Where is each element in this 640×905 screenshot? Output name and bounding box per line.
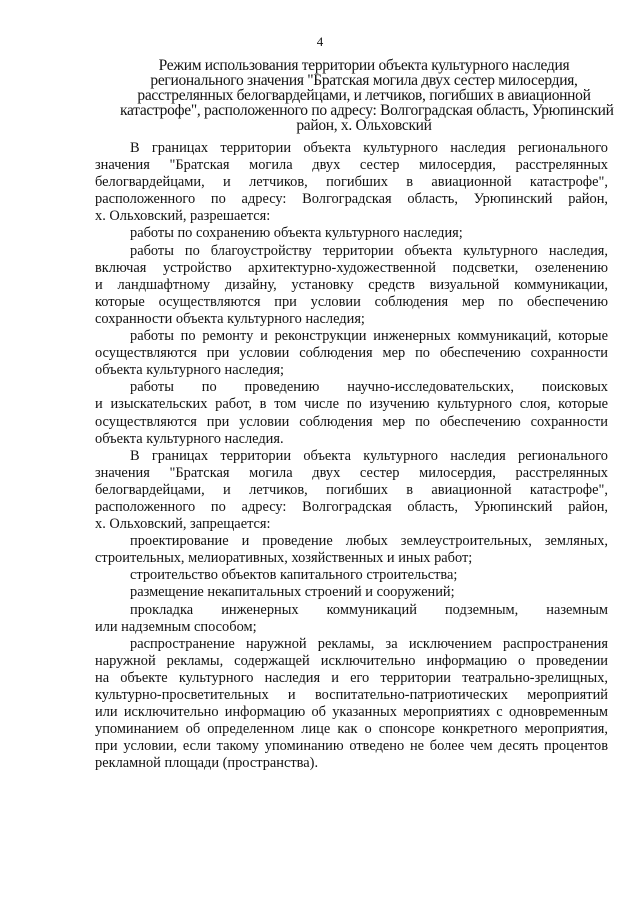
paragraph-line: прокладка инженерных коммуникаций подземным, наземным bbox=[130, 601, 608, 618]
page-number: 4 bbox=[316, 34, 324, 49]
paragraph-line: включая устройство архитектурно-художественной подсветки, озеленению bbox=[95, 259, 608, 276]
paragraph bbox=[95, 140, 608, 225]
paragraph bbox=[95, 225, 608, 242]
paragraph-line: белогвардейцами, и летчиков, погибших в авиационной катастрофе", bbox=[95, 174, 608, 191]
paragraph-line: или надземным способом; bbox=[95, 618, 257, 635]
title-line: район, х. Ольховский bbox=[296, 117, 432, 134]
paragraph bbox=[95, 584, 608, 601]
paragraph bbox=[95, 379, 608, 447]
paragraph-line: значения "Братская могила двух сестер милосердия, расстрелянных bbox=[95, 157, 608, 174]
paragraph bbox=[95, 567, 608, 584]
document-body bbox=[95, 140, 608, 772]
paragraph-line: осуществляются при условии соблюдения мер по обеспечению сохранности bbox=[95, 345, 608, 362]
title-line: регионального значения "Братская могила двух сестер милосердия, bbox=[150, 72, 578, 89]
paragraph-line: объекта культурного наследия; bbox=[95, 362, 285, 379]
paragraph-line: расположенного по адресу: Волгоградская область, Урюпинский район, bbox=[95, 191, 608, 208]
paragraph bbox=[95, 243, 608, 328]
paragraph-line: работы по сохранению объекта культурного наследия; bbox=[130, 225, 463, 242]
paragraph-line: упоминанием об определенном лице как о спонсоре конкретного мероприятия, bbox=[95, 721, 608, 738]
paragraph-line: осуществляются при условии соблюдения мер по обеспечению сохранности bbox=[95, 413, 608, 430]
paragraph-line: белогвардейцами, и летчиков, погибших в авиационной катастрофе", bbox=[95, 481, 608, 498]
paragraph-line: работы по ремонту и реконструкции инженерных коммуникаций, которые bbox=[130, 328, 608, 345]
paragraph-line: строительных, мелиоративных, хозяйственных и иных работ; bbox=[95, 550, 473, 567]
paragraph-line: х. Ольховский, разрешается: bbox=[95, 208, 271, 225]
paragraph bbox=[95, 602, 608, 636]
paragraph bbox=[95, 636, 608, 773]
paragraph-line: размещение некапитальных строений и сооружений; bbox=[130, 584, 455, 601]
paragraph bbox=[95, 328, 608, 379]
paragraph-line: работы по проведению научно-исследовательских, поисковых bbox=[130, 379, 608, 396]
paragraph-line: В границах территории объекта культурного наследия регионального bbox=[130, 140, 608, 156]
paragraph-line: работы по благоустройству территории объекта культурного наследия, bbox=[130, 242, 608, 259]
paragraph-line: культурно-просветительных и воспитательно-патриотических мероприятий bbox=[95, 687, 608, 703]
paragraph-line: и ландшафтному дизайну, установку средств визуальной коммуникации, bbox=[95, 276, 608, 293]
paragraph-line: рекламной площади (пространства). bbox=[95, 755, 319, 772]
paragraph-line: которые осуществляются при условии соблюдения мер по обеспечению bbox=[95, 293, 608, 310]
title-line: катастрофе", расположенного по адресу: Волгоградская область, Урюпинский bbox=[120, 102, 614, 119]
paragraph-line: и изыскательских работ, в том числе по изучению культурного слоя, которые bbox=[95, 396, 608, 413]
paragraph-line: распространение наружной рекламы, за исключением распространения bbox=[130, 635, 608, 652]
paragraph-line: строительство объектов капитального строительства; bbox=[130, 567, 458, 584]
paragraph-line: расположенного по адресу: Волгоградская область, Урюпинский район, bbox=[95, 498, 608, 515]
paragraph-line: сохранности объекта культурного наследия; bbox=[95, 310, 365, 327]
title-line: расстрелянных белогвардейцами, и летчиков, погибших в авиационной bbox=[137, 87, 591, 104]
paragraph-line: наружной рекламы, содержащей исключительно информацию о проведении bbox=[95, 652, 608, 669]
paragraph-line: проектирование и проведение любых землеустроительных, земляных, bbox=[130, 533, 608, 550]
paragraph-line: на объекте культурного наследия и его территории театрально-зрелищных, bbox=[95, 669, 608, 686]
paragraph bbox=[95, 533, 608, 567]
title-line: Режим использования территории объекта культурного наследия bbox=[158, 57, 570, 74]
paragraph-line: значения "Братская могила двух сестер милосердия, расстрелянных bbox=[95, 464, 608, 481]
document-title bbox=[120, 57, 614, 134]
paragraph-line: В границах территории объекта культурного наследия регионального bbox=[130, 447, 608, 464]
paragraph bbox=[95, 448, 608, 533]
paragraph-line: при условии, если такому упоминанию отведено не более чем десять процентов bbox=[95, 738, 608, 755]
paragraph-line: х. Ольховский, запрещается: bbox=[95, 516, 271, 533]
paragraph-line: объекта культурного наследия. bbox=[95, 430, 284, 447]
paragraph-line: или исключительно информацию об указанных мероприятиях с одновременным bbox=[95, 704, 608, 721]
